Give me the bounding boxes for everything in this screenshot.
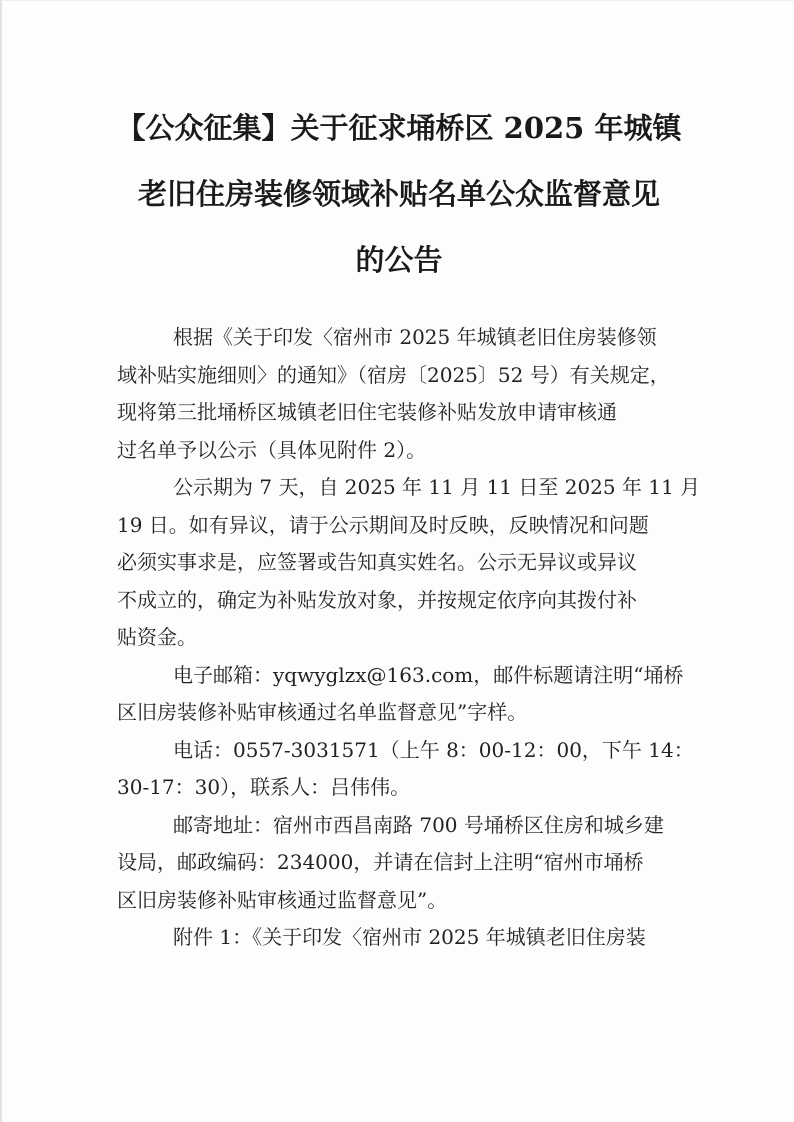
title-line-1: 【公众征集】关于征求埇桥区 2025 年城镇 [116, 111, 682, 145]
paragraph-line: 区旧房装修补贴审核通过监督意见”。 [117, 887, 448, 912]
paragraph-phone [117, 732, 694, 807]
paragraph-email [117, 657, 687, 732]
paragraph-line: 根据《关于印发〈宿州市 2025 年城镇老旧住房装修领 [173, 325, 657, 349]
paragraph-line: 电子邮箱：yqwyglzx@163.com，邮件标题请注明“埇桥 [173, 662, 684, 687]
document-body [117, 319, 701, 957]
title-line-3: 的公告 [355, 243, 443, 277]
paragraph-line: 区旧房装修补贴审核通过名单监督意见”字样。 [117, 700, 528, 724]
paragraph-line: 域补贴实施细则〉的通知》（宿房〔2025〕52 号）有关规定， [117, 362, 670, 387]
paragraph-line: 贴资金。 [117, 625, 197, 649]
paragraph-line: 邮寄地址：宿州市西昌南路 700 号埇桥区住房和城乡建 [173, 812, 664, 837]
paragraph-line: 30-17：30），联系人：吕伟伟。 [117, 775, 411, 799]
paragraph-line: 公示期为 7 天，自 2025 年 11 月 11 日至 2025 年 11 月 [173, 475, 701, 499]
paragraph-line: 不成立的，确定为补贴发放对象，并按规定依序向其拨付补 [117, 587, 637, 612]
paragraph-publicity-period [117, 469, 701, 657]
document-title [62, 95, 736, 293]
paragraph-basis [117, 319, 687, 469]
paragraph-line: 电话：0557-3031571（上午 8：00-12：00，下午 14： [173, 737, 694, 762]
paragraph-line: 现将第三批埇桥区城镇老旧住宅装修补贴发放申请审核通 [117, 400, 617, 424]
title-line-2: 老旧住房装修领域补贴名单公众监督意见 [137, 177, 660, 211]
paragraph-line: 19 日。如有异议，请于公示期间及时反映，反映情况和问题 [117, 512, 649, 537]
paragraph-attachment [117, 919, 687, 957]
paragraph-line: 设局，邮政编码：234000，并请在信封上注明“宿州市埇桥 [117, 850, 644, 874]
paragraph-line: 过名单予以公示（具体见附件 2）。 [117, 437, 427, 462]
paragraph-line: 附件 1：《关于印发〈宿州市 2025 年城镇老旧住房装 [173, 925, 646, 949]
paragraph-mailing-address [117, 807, 687, 920]
paragraph-line: 必须实事求是，应签署或告知真实姓名。公示无异议或异议 [117, 550, 637, 574]
